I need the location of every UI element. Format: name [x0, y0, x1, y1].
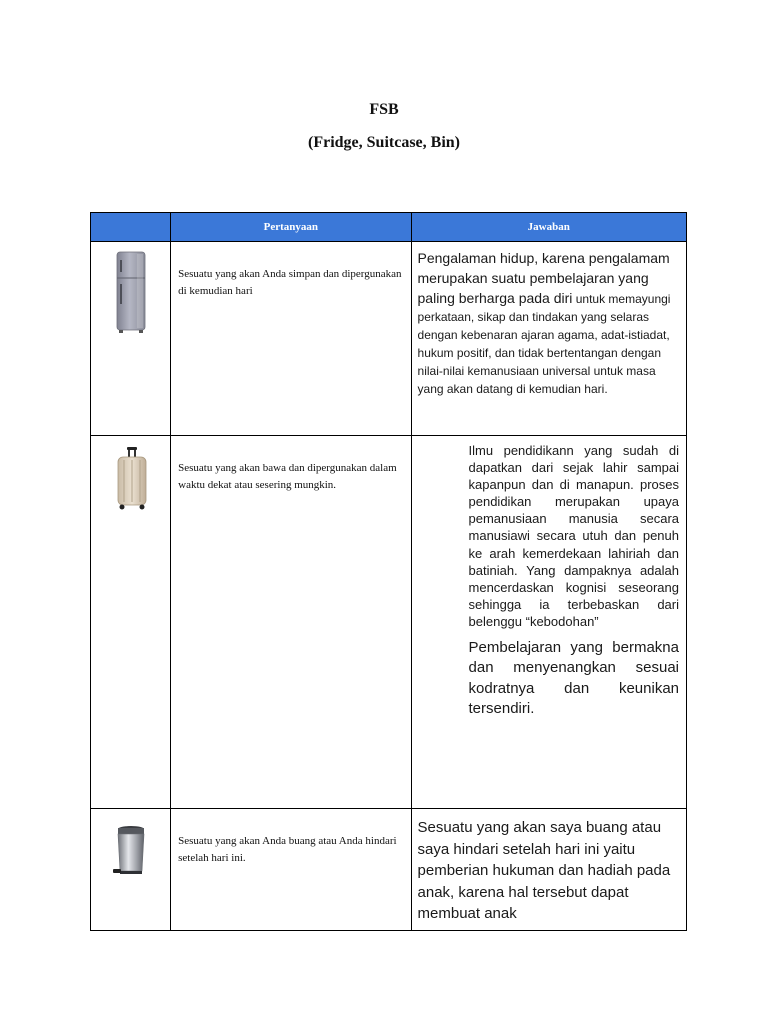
suitcase-icon — [91, 444, 171, 514]
image-cell — [91, 436, 171, 809]
question-cell — [171, 436, 411, 809]
answer-paragraph-2: Pembelajaran yang bermakna dan menyenangkan sesuai kodratnya dan keunikan tersendiri. — [468, 639, 679, 717]
answer-cell — [411, 436, 686, 809]
question-text: Sesuatu yang akan Anda buang atau Anda hindari setelah hari ini. — [178, 835, 397, 864]
answer-cell — [411, 809, 686, 931]
trash-bin-icon — [91, 821, 171, 891]
image-cell — [91, 809, 171, 931]
question-cell — [171, 242, 411, 436]
table-row — [91, 809, 687, 931]
table-header-row — [91, 213, 687, 242]
header-image-cell — [91, 213, 171, 242]
header-question: Pertanyaan — [171, 213, 411, 242]
question-text: Sesuatu yang akan Anda simpan dan dipergunakan di kemudian hari — [178, 268, 402, 297]
fridge-icon — [91, 248, 171, 338]
answer-main: Pengalaman hidup, karena pengalamam merupakan suatu pembelajaran yang paling berharga pada diri — [417, 250, 670, 306]
question-text: Sesuatu yang akan bawa dan dipergunakan dalam waktu dekat atau sesering mungkin. — [178, 462, 397, 491]
table-row — [91, 242, 687, 436]
answer-paragraph-1: Ilmu pendidikann yang sudah di dapatkan dari sejak lahir sampai kapanpun dan di manapun. proses pendidikan merupakan upaya pemanusiaan manusia secara manusiawi secara utuh dan penuh ke arah kemerdekaan lahiriah dan batiniah. Yang dampaknya adalah mencerdaskan kognisi seseorang sehingga ia terbebaskan dari belenggu “kebodohan” — [468, 443, 679, 629]
question-cell — [171, 809, 411, 931]
answer-detail: untuk memayungi perkataan, sikap dan tindakan yang selaras dengan kebenaran ajaran agama, adat-istiadat, hukum positif, dan tidak bertentangan dengan nilai-nilai kemanusiaan universal untuk masa yang akan datang di kemudian hari. — [417, 292, 671, 396]
image-cell — [91, 242, 171, 436]
answer-text — [412, 242, 686, 398]
document-title: FSB — [369, 101, 399, 118]
table-row — [91, 436, 687, 809]
answer-cell — [411, 242, 686, 436]
fsb-table — [90, 212, 687, 931]
header-answer: Jawaban — [411, 213, 686, 242]
answer-text: Sesuatu yang akan saya buang atau saya hindari setelah hari ini yaitu pemberian hukuman dan hadiah pada anak, karena hal tersebut dapat membuat anak — [417, 819, 671, 922]
answer-text — [412, 436, 686, 719]
document-subtitle: (Fridge, Suitcase, Bin) — [308, 134, 460, 151]
